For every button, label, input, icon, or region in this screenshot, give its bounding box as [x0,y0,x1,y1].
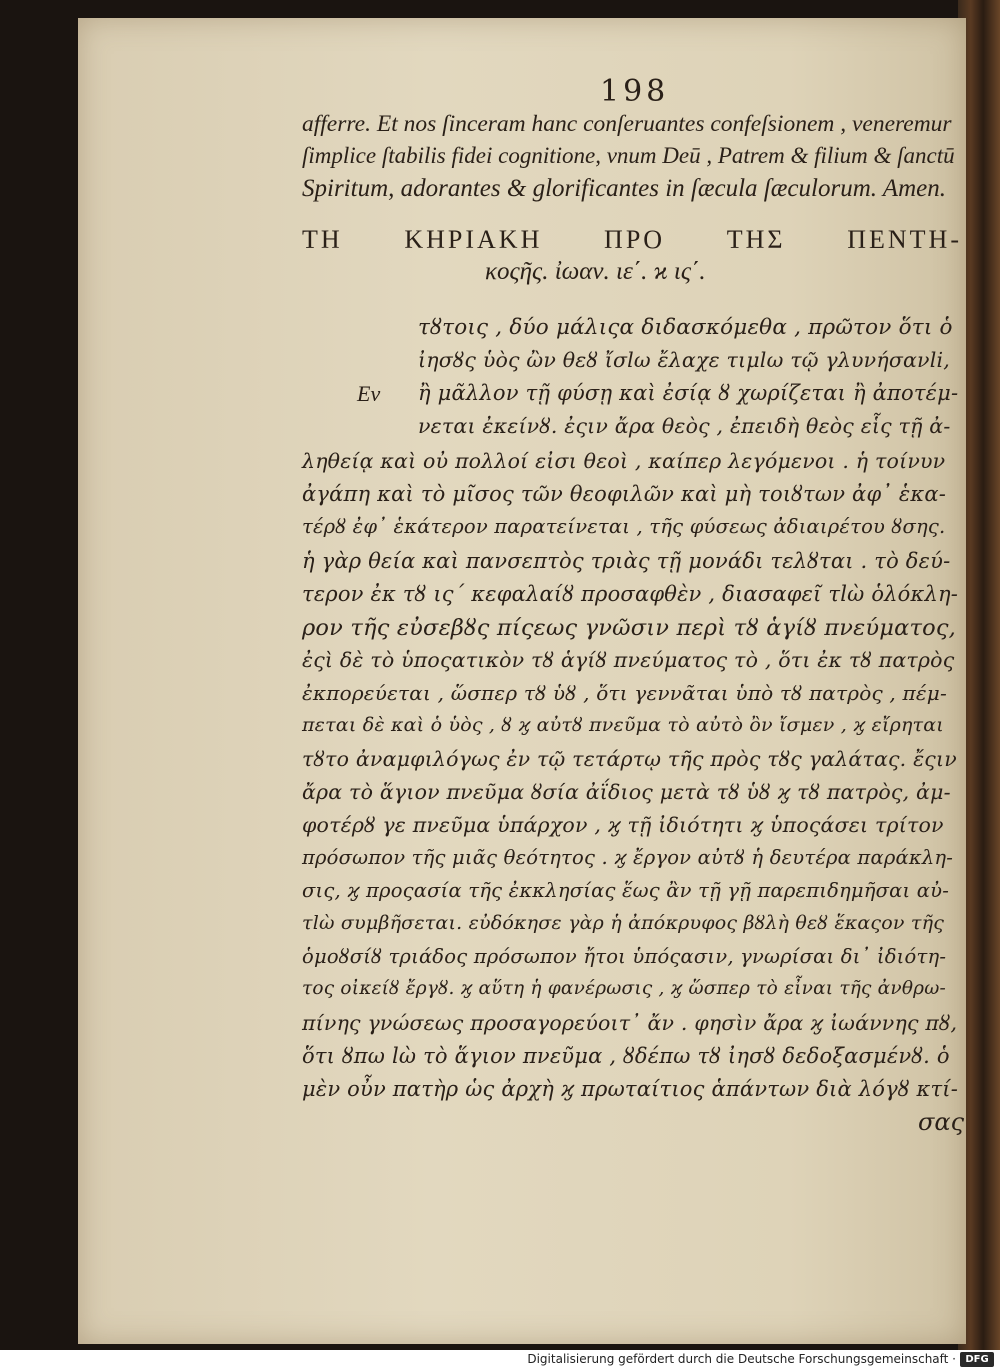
greek-line: ἡ γὰρ θεία καὶ πανσεπτὸς τριὰς τῇ μονάδι τελȣται . τὸ δεύ- [302,549,951,573]
greek-line: μὲν οὖν πατὴρ ὡς ἀρχὴ ϗ πρωταίτιος ἁπάντων διὰ λόγȣ κτί- [302,1077,959,1101]
footer-bar [0,1350,1000,1371]
initial-word: Εν [357,381,381,406]
greek-line: τος οἰκείȣ ἔργȣ. ϗ αὕτη ἡ φανέρωσις , ϗ ὥσπερ τὸ εἶναι τῆς ἀνθρω- [302,978,946,999]
page-number: 198 [600,74,670,109]
latin-line-3: Spiritum, adorantes & glorificantes in ſæcula ſæculorum. Amen. [302,175,946,202]
latin-line-1: afferre. Et nos ſinceram hanc conſeruantes confeſsionem , veneremur [302,111,952,137]
greek-line: φοτέρȣ γε πνεῦμα ὑπάρχον , ϗ τῇ ἰδιότητι ϗ ὑποςάσει τρίτον [302,813,944,837]
catchword: σας [918,1108,965,1136]
dfg-logo: DFG [960,1352,994,1367]
greek-line: πεται δὲ καὶ ὁ ὑὸς , ȣ ϗ αὐτȣ πνεῦμα τὸ αὐτὸ ὂν ἴσμεν , ϗ εἴρηται [302,714,944,736]
greek-line: ἰησȣς ὑὸς ὢν θεȣ ἴσlω ἔλαχε τιμlω τῷ γλυνήσανli, [418,348,950,372]
greek-line: τȣτοις , δύο μάλιςα διδασκόμεθα , πρῶτον ὅτι ὁ [418,315,953,340]
heading-word: ΚΗΡΙΑΚΗ [404,225,543,254]
greek-line: πρόσωπον τῆς μιᾶς θεότητος . ϗ ἔργον αὐτȣ ἡ δευτέρα παράκλη- [302,846,954,869]
section-heading [302,225,962,255]
greek-line: ἄρα τὸ ἅγιον πνεῦμα ȣσία ἀΐδιος μετὰ τȣ ὑȣ ϗ τȣ πατρὸς, ἀμ- [302,780,951,804]
funding-notice: Digitalisierung gefördert durch die Deutsche Forschungsgemeinschaft · [527,1352,956,1366]
heading-word: ΠΕΝΤΗ- [847,225,962,254]
latin-line-2: ſimplice ſtabilis fidei cognitione, vnum Deū , Patrem & filium & ſanctū [302,143,955,168]
greek-line: ὅτι ȣπω lὼ τὸ ἅγιον πνεῦμα , ȣδέπω τȣ ἰησȣ δεδοξασμένȣ. ὁ [302,1044,950,1068]
greek-line: πίνης γνώσεως προσαγορεύοιτ᾽ ἄν . φησὶν ἄρα ϗ ἰωάννης πȣ, [302,1011,958,1035]
greek-line: τερον ἐκ τȣ ις΄ κεφαλαίȣ προσαφθὲν , διασαφεῖ τlὼ ὁλόκλη- [302,582,959,606]
section-heading-reference: κοςῆς. ἰωαν. ιε΄. ϰ ις΄. [485,258,706,285]
greek-line: ἢ μᾶλλον τῇ φύσῃ καὶ ἐσίᾳ ȣ χωρίζεται ἢ ἀποτέμ- [418,381,959,405]
greek-line: ἐςὶ δὲ τὸ ὑποςατικὸν τȣ ἁγίȣ πνεύματος τὸ , ὅτι ἐκ τȣ πατρὸς [302,648,955,672]
greek-line: ἀγάπη καὶ τὸ μῖσος τῶν θεοφιλῶν καὶ μὴ τοιȣτων ἀφ᾽ ἑκα- [302,482,947,506]
greek-line: τȣτο ἀναμφιλόγως ἐν τῷ τετάρτῳ τῆς πρὸς τȣς γαλάτας. ἔςιν [302,747,957,771]
greek-line: σις, ϗ προςασία τῆς ἐκκλησίας ἕως ἂν τῇ γῇ παρεπιδημῆσαι αὐ- [302,879,949,902]
greek-line: ἐκπορεύεται , ὥσπερ τȣ ὑȣ , ὅτι γεννᾶται ὑπὸ τȣ πατρὸς , πέμ- [302,681,947,705]
greek-line: ρον τῆς εὐσεβȣς πίςεως γνῶσιν περὶ τȣ ἁγίȣ πνεύματος, [302,615,957,641]
greek-line: τέρȣ ἐφ᾽ ἑκάτερον παρατείνεται , τῆς φύσεως ἀδιαιρέτου ȣσης. [302,515,946,538]
heading-word: ΤΗ [302,225,343,254]
greek-line: ληθείᾳ καὶ οὐ πολλοί εἰσι θεοὶ , καίπερ λεγόμενοι . ἡ τοίνυν [302,449,946,473]
heading-word: ΠΡΟ [604,225,666,254]
heading-word: ΤΗΣ [726,225,786,254]
greek-line: τlὼ συμβῆσεται. εὐδόκησε γὰρ ἡ ἀπόκρυφος βȣλὴ θεȣ ἕκαςον τῆς [302,912,945,934]
greek-line: ὁμοȣσίȣ τριάδος πρόσωπον ἤτοι ὑπόςασιν, γνωρίσαι δι᾽ ἰδιότη- [302,945,947,968]
greek-line: νεται ἐκείνȣ. ἐςιν ἄρα θεὸς , ἐπειδὴ θεὸς εἷς τῇ ἀ- [418,414,951,438]
